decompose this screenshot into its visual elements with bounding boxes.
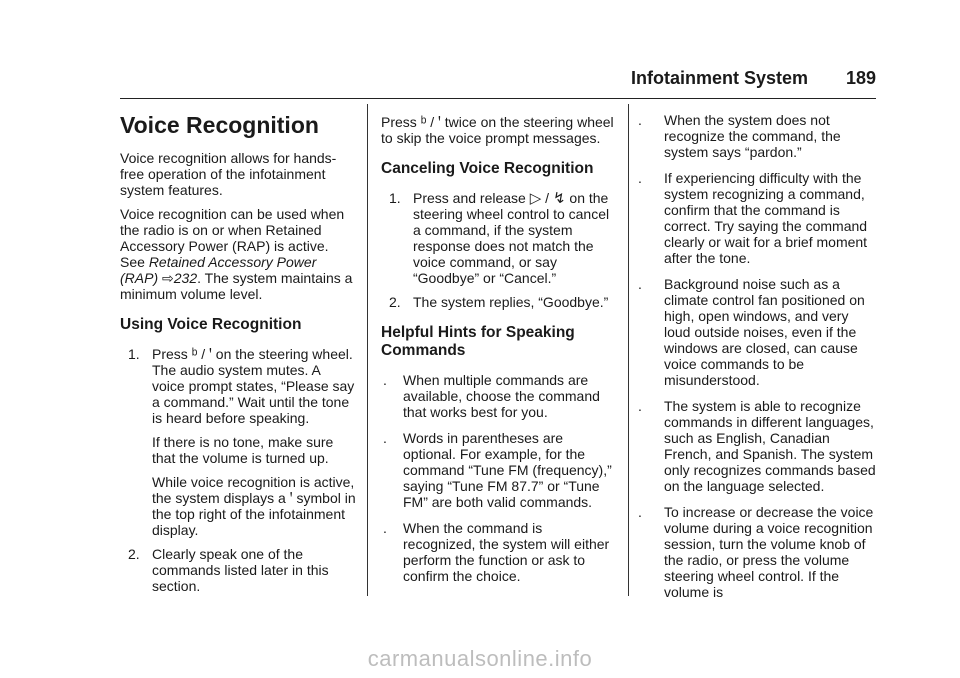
intro-paragraph: Voice recognition allows for hands-free operation of the infotainment system features.: [120, 150, 337, 198]
step-number: 1.: [389, 190, 401, 206]
step-1: [120, 346, 356, 426]
bullet-mark: .: [383, 372, 387, 388]
para-text: twice on the steering wheel to skip the voice prompt messages.: [381, 114, 614, 146]
icon-separator: /: [541, 190, 553, 206]
cancel-step-2: [381, 294, 615, 310]
bullet-text: When multiple commands are available, choose the command that works best for you.: [403, 372, 600, 420]
voice-b-icon: ᵇ: [191, 346, 198, 363]
bullet-mark: .: [638, 504, 642, 520]
column-1: [120, 104, 356, 602]
end-call-icon: ▷: [529, 190, 542, 207]
bullet-mark: .: [638, 170, 642, 186]
step-number: 1.: [128, 346, 140, 362]
column-3: [628, 104, 878, 610]
rap-text-end: . The system maintains a minimum volume level.: [120, 270, 353, 302]
bullet-mark: .: [638, 276, 642, 292]
hint-bullet: [381, 520, 615, 584]
using-voice-heading: Using Voice Recognition: [120, 316, 302, 333]
step-text: Press and release: [413, 190, 530, 206]
rap-paragraph: [120, 206, 356, 302]
bullet-mark: .: [383, 430, 387, 446]
section-title: Infotainment System: [630, 68, 808, 88]
watermark: carmanualsonline.info: [367, 646, 593, 671]
hint-bullet: [628, 112, 878, 160]
column-divider-1: [367, 104, 368, 596]
step-text: on the steering wheel. The audio system mutes. A voice prompt states, “Please say a command.” Wait until the tone is heard before speaking.: [152, 346, 355, 426]
column-2: [381, 104, 615, 594]
hint-bullet: [381, 430, 615, 510]
bullet-text: Words in parentheses are optional. For example, for the command “Tune FM (frequency),” saying “Tune FM 87.7” or “Tune FM” are both valid commands.: [403, 430, 612, 510]
helpful-hints-heading: Helpful Hints for Speaking Commands: [381, 324, 575, 359]
icon-separator: /: [197, 346, 210, 362]
bullet-text: Background noise such as a climate control fan positioned on high, open windows, and very loud outside noises, even if the windows are closed, can cause voice commands to be misunderstood.: [664, 276, 865, 388]
hint-bullet: [381, 372, 615, 420]
voice-g-icon: ꞌ: [209, 346, 212, 363]
bullet-mark: .: [383, 520, 387, 536]
voice-g-icon: ꞌ: [438, 114, 441, 131]
para-text: Press: [381, 114, 421, 130]
rap-link[interactable]: Retained Accessory Power (RAP): [120, 254, 317, 286]
voice-g-icon: ꞌ: [289, 490, 293, 507]
skip-prompt-paragraph: [381, 114, 615, 146]
voice-b-icon: ᵇ: [420, 114, 427, 131]
step-number: 2.: [389, 294, 401, 310]
page-number: 189: [845, 68, 876, 88]
canceling-heading: Canceling Voice Recognition: [381, 160, 594, 177]
bullet-text: The system is able to recognize commands in different languages, such as English, Canadian French, and Spanish. The system only recognizes commands based on the language selected.: [664, 398, 876, 494]
phone-cancel-icon: ↯: [552, 190, 566, 207]
bullet-text: To increase or decrease the voice volume during a voice recognition session, turn the volume knob of the radio, or press the volume steering wheel control. If the volume is: [664, 504, 874, 600]
ref-arrow-icon: ⇨: [162, 270, 174, 286]
step-text: on the steering wheel control to cancel a command, if the system response does not match the voice command, or say “Goodbye” or “Cancel.”: [413, 190, 610, 286]
note-text: symbol in the top right of the infotainment display.: [152, 490, 356, 538]
header-rule: [120, 98, 876, 99]
note-text: While voice recognition is active, the system displays a: [152, 474, 355, 506]
icon-separator: /: [426, 114, 439, 130]
cancel-step-1: [381, 190, 615, 286]
hint-bullet: [628, 504, 878, 600]
bullet-text: If experiencing difficulty with the system recognizing a command, confirm that the command is correct. Try saying the command clearly or wait for a brief moment after the tone.: [664, 170, 868, 266]
step-number: 2.: [128, 546, 140, 562]
bullet-text: When the system does not recognize the command, the system says “pardon.”: [664, 112, 841, 160]
rap-page-ref[interactable]: 232: [173, 270, 198, 286]
hint-bullet: [628, 276, 878, 388]
step-1-note: If there is no tone, make sure that the volume is turned up.: [152, 434, 334, 466]
step-text: Press: [152, 346, 192, 362]
step-1-note-2: [120, 474, 356, 538]
step-text: Clearly speak one of the commands listed later in this section.: [152, 546, 329, 594]
bullet-text: When the command is recognized, the system will either perform the function or ask to confirm the choice.: [403, 520, 610, 584]
bullet-mark: .: [638, 112, 642, 128]
hint-bullet: [628, 170, 878, 266]
bullet-mark: .: [638, 398, 642, 414]
page-header: [120, 68, 876, 98]
step-2: [120, 546, 356, 594]
step-text: The system replies, “Goodbye.”: [413, 294, 609, 310]
voice-recognition-heading: Voice Recognition: [120, 112, 319, 138]
rap-text: Voice recognition can be used when the radio is on or when Retained Accessory Power (RAP) is active. See: [120, 206, 345, 270]
hint-bullet: [628, 398, 878, 494]
